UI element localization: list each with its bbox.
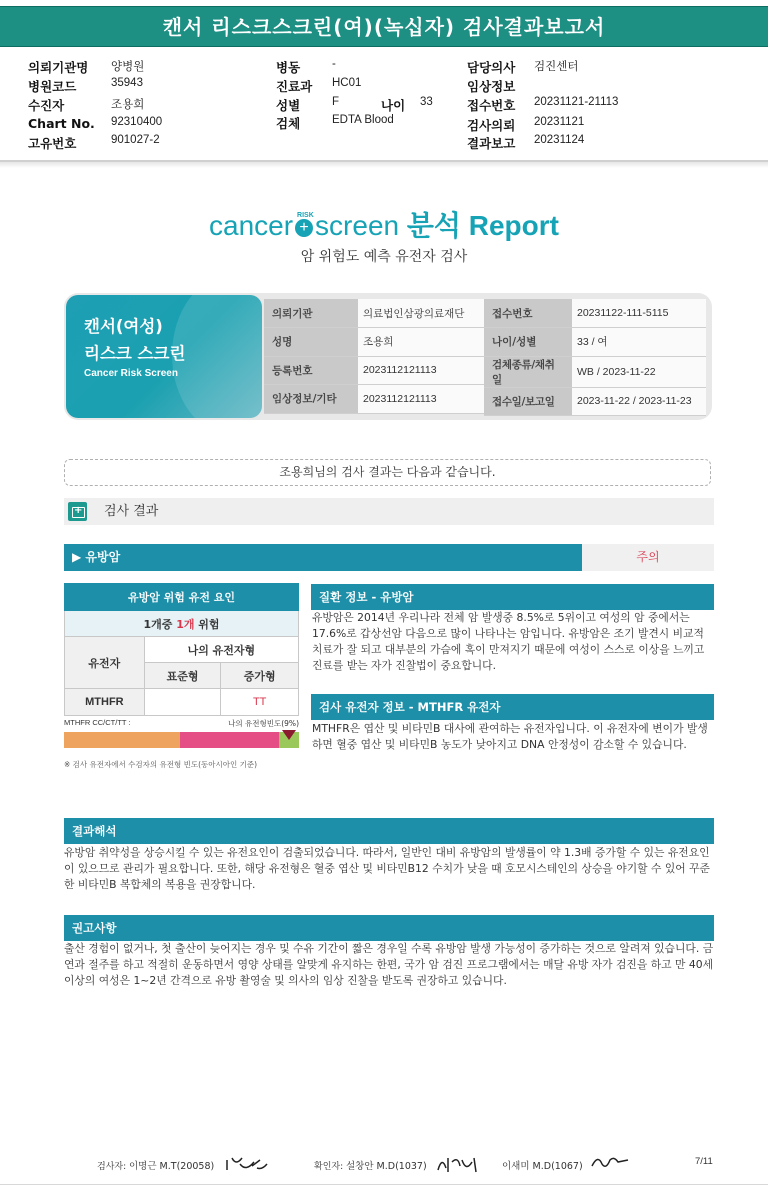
patient-key: 등록번호 (264, 356, 358, 385)
gene-info-title: 검사 유전자 정보 - MTHFR 유전자 (311, 694, 714, 720)
result-notice: 조용희님의 검사 결과는 다음과 같습니다. (64, 459, 711, 486)
gene-risk-table (64, 583, 299, 716)
field-label: 임상정보 (467, 79, 516, 94)
field-label: 수진자 (28, 98, 65, 113)
recommendation-text: 출산 경험이 없거나, 첫 출산이 늦어지는 경우 및 수유 기간이 짧은 경우일 수록 유방암 발생 가능성이 증가하는 것으로 알려져 있습니다. 금연과 절주를 하고 적절히 운동하면서 영양 상태를 알맞게 유지하는 한편, 국가 암 검진 프로그램에서는 매달 유방 자가 검진을 하고 만 40세 이상의 여성은 1~2년 간격으로 유방 촬영술 및 의사의 임상 진찰을 받도록 권장하고 있습니다. (64, 942, 714, 987)
report-title: 캔서 리스크스크린(여)(녹십자) 검사결과보고서 (0, 6, 768, 47)
field-value: 조용희 (111, 99, 145, 111)
tester-signature (224, 1152, 270, 1174)
section-header (64, 498, 714, 525)
page-number: 7/11 (695, 1156, 713, 1167)
frequency-right-label: 나의 유전형빈도(9%) (228, 719, 299, 728)
risk-count: 1개 (176, 617, 195, 631)
field-label: 검체 (276, 116, 301, 131)
plus-icon: + RISK (295, 219, 313, 237)
confirmer2-signature (590, 1152, 630, 1172)
field-value: F (332, 96, 340, 108)
logo-cancer: cancer (209, 210, 294, 241)
confirmer1-name: 설창안 M.D(1037) (346, 1161, 427, 1172)
confirmer-signature-line (314, 1158, 427, 1172)
table-row (65, 689, 299, 716)
bottom-divider (0, 1184, 768, 1185)
product-banner (66, 295, 262, 418)
field-label: 고유번호 (28, 136, 77, 151)
field-label: 결과보고 (467, 136, 516, 151)
field-label: 의뢰기관명 (28, 60, 89, 75)
patient-value: 33 / 여 (572, 328, 706, 357)
field-value: 20231121-21113 (534, 96, 619, 108)
field-value: 901027-2 (111, 134, 160, 146)
patient-table-right (484, 299, 706, 416)
confirmer1-signature (436, 1152, 480, 1176)
frequency-footnote: ※ 검사 유전자에서 수검자의 유전형 빈도(동아시아인 기준) (64, 760, 258, 769)
product-english-name: Cancer Risk Screen (84, 368, 178, 379)
my-genotype-marker (282, 730, 296, 740)
risk-suffix: 위험 (194, 617, 220, 631)
patient-key: 접수일/보고일 (484, 387, 572, 416)
product-title-line2: 리스크 스크린 (84, 344, 186, 363)
folder-add-icon (68, 502, 87, 521)
risk-prefix: 1개중 (143, 617, 177, 631)
patient-key: 검체종류/채취일 (484, 356, 572, 387)
field-value: 20231121 (534, 116, 585, 128)
cancer-type-bar: ▶ 유방암 (64, 544, 582, 571)
logo-screen: screen (315, 210, 400, 241)
patient-value: 2023112121113 (358, 385, 484, 414)
field-label: 검사의뢰 (467, 118, 516, 133)
patient-value: 조용희 (358, 328, 484, 357)
patient-value: 2023112121113 (358, 356, 484, 385)
header-shadow (0, 162, 768, 168)
field-value: HC01 (332, 77, 362, 89)
banner-decoration (172, 295, 262, 418)
confirmer2-signature-line (502, 1158, 583, 1172)
field-label: 병원코드 (28, 79, 77, 94)
gene-info-text: MTHFR은 엽산 및 비타민B 대사에 관여하는 유전자입니다. 이 유전자에 변이가 발생하면 혈중 엽산 및 비타민B 농도가 낮아지고 DNA 안정성이 감소할 수 있습니다. (312, 722, 708, 751)
disease-info-title: 질환 정보 - 유방암 (311, 584, 714, 610)
interpretation-text: 유방암 취약성을 상승시킬 수 있는 유전요인이 검출되었습니다. 따라서, 일반인 대비 유방암의 발생률이 약 1.3배 증가할 수 있는 유전요인이 있으므로 관리가 필요합니다. 또한, 해당 유전형은 혈중 엽산 및 비타민B12 수치가 낮을 때 호모시스테인의 상승을 야기할 수 있어 꾸준한 비타민B 복합체의 복용을 권장합니다. (64, 846, 710, 891)
normal-genotype (144, 689, 221, 716)
gene-table-title: 유방암 위험 유전 요인 (65, 584, 299, 611)
confirmer2-name: 이새미 M.D(1067) (502, 1161, 583, 1172)
patient-key: 나이/성별 (484, 328, 572, 357)
patient-key: 의뢰기관 (264, 299, 358, 328)
frequency-segment-ct (180, 732, 279, 748)
field-value: EDTA Blood (332, 114, 394, 126)
genotype-column-header: 나의 유전자형 (144, 637, 298, 663)
field-label: 담당의사 (467, 60, 516, 75)
logo-risk: RISK (297, 212, 314, 219)
increase-genotype: TT (221, 689, 299, 716)
interpretation-title: 결과해석 (64, 818, 714, 844)
patient-value: 2023-11-22 / 2023-11-23 (572, 387, 706, 416)
patient-value: 의료법인삼광의료재단 (358, 299, 484, 328)
field-label: 성별 (276, 98, 301, 113)
field-value: 35943 (111, 77, 143, 89)
normal-column-header: 표준형 (144, 663, 221, 689)
patient-card (64, 293, 712, 420)
frequency-segment-cc (64, 732, 180, 748)
confirmer-label: 확인자: (314, 1162, 344, 1172)
tester-label: 검사자: (97, 1162, 127, 1172)
patient-key: 임상정보/기타 (264, 385, 358, 414)
field-value: 20231124 (534, 134, 585, 146)
recommendation-title: 권고사항 (64, 915, 714, 941)
field-value: 검진센터 (534, 61, 579, 73)
gene-risk-summary (65, 611, 299, 637)
patient-key: 성명 (264, 328, 358, 357)
field-value: 92310400 (111, 116, 163, 128)
frequency-left-label: MTHFR CC/CT/TT : (64, 718, 131, 727)
logo-report: 분석 Report (406, 210, 559, 241)
patient-key: 접수번호 (484, 299, 572, 328)
product-title-line1: 캔서(여성) (84, 317, 163, 336)
tester-signature-line (97, 1158, 214, 1172)
field-value: 양병원 (111, 61, 145, 73)
field-label: 진료과 (276, 79, 313, 94)
page-subtitle: 암 위험도 예측 유전자 검사 (300, 249, 468, 265)
gene-name: MTHFR (65, 689, 145, 716)
cancer-screen-logo (0, 204, 768, 244)
patient-value: WB / 2023-11-22 (572, 356, 706, 387)
patient-table-left (264, 299, 484, 414)
gene-column-header: 유전자 (65, 637, 145, 689)
field-label: 접수번호 (467, 98, 516, 113)
field-value: - (332, 58, 336, 70)
disease-info-text: 유방암은 2014년 우리나라 전체 암 발생중 8.5%로 5위이고 여성의 암 중에서는 17.6%로 갑상선암 다음으로 많이 나타나는 암입니다. 유방암은 조기 발견시 비교적 치료가 잘 되고 대부분의 가슴에 혹이 만져지기 때문에 여성이 스스로 이상을 느끼고 진료를 받는 자가 진찰법이 중요합니다. (312, 611, 705, 672)
field-label: Chart No. (28, 116, 95, 131)
increase-column-header: 증가형 (221, 663, 299, 689)
field-value: 33 (420, 96, 433, 108)
section-title: 검사 결과 (104, 504, 159, 519)
field-label: 병동 (276, 60, 301, 75)
field-label: 나이 (381, 98, 406, 113)
patient-value: 20231122-111-5115 (572, 299, 706, 328)
product-title (84, 313, 185, 367)
status-badge: 주의 (582, 544, 714, 571)
header-info (0, 54, 768, 154)
tester-name: 이명근 M.T(20058) (129, 1161, 215, 1172)
